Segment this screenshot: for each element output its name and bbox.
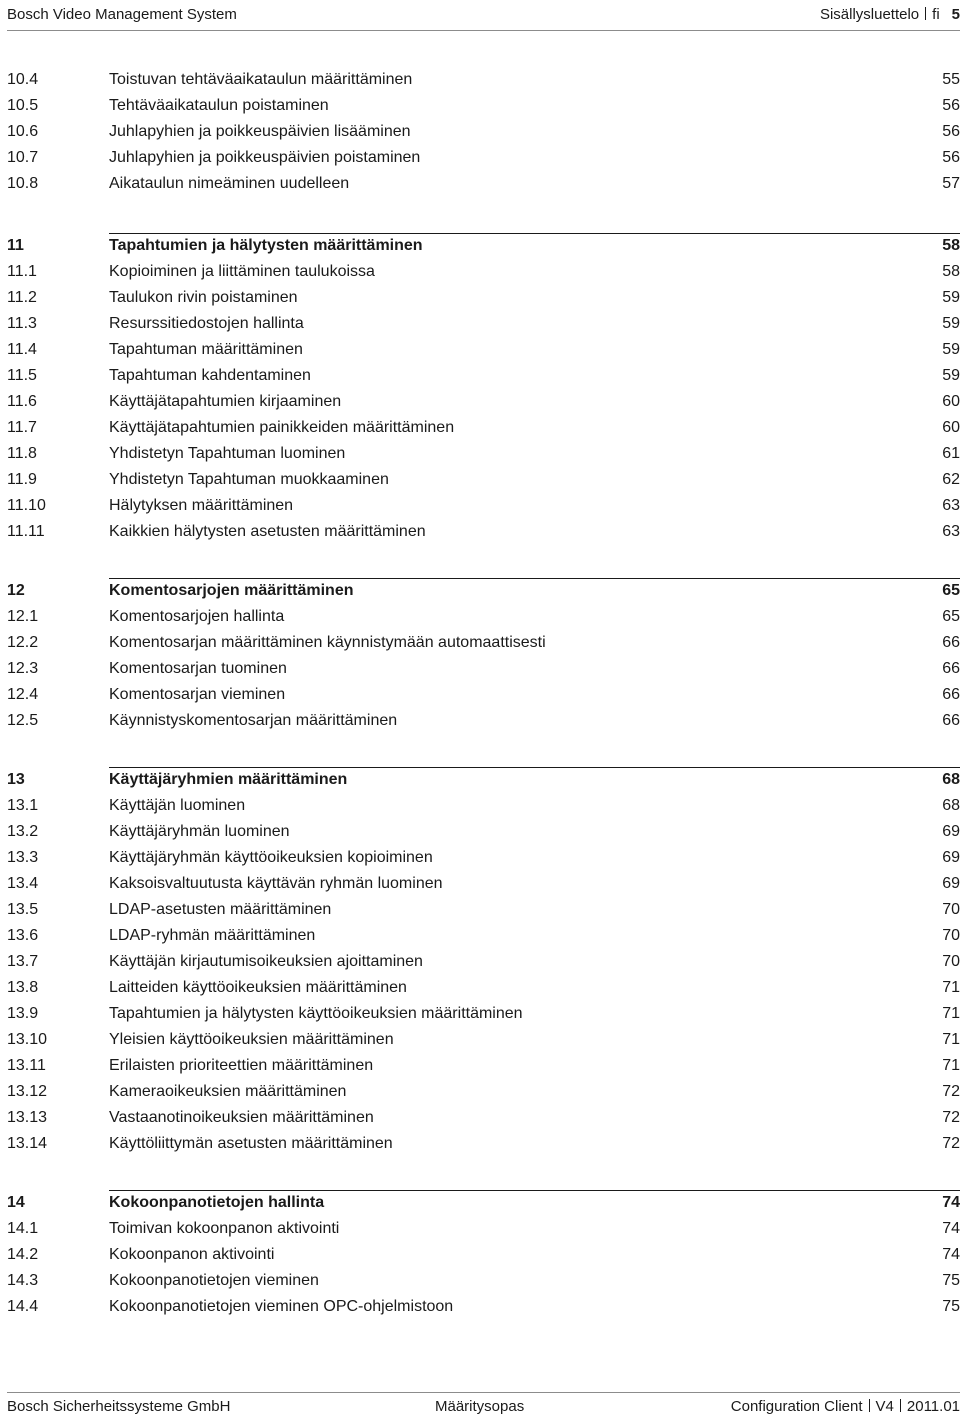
toc-entry-title: Laitteiden käyttöoikeuksien määrittäminen [109,979,407,996]
toc-entry[interactable] [7,1105,960,1131]
toc-entry-number: 11.4 [7,341,37,358]
toc-entry-number: 12.4 [7,686,39,703]
toc-entry-number: 11 [7,237,24,254]
toc-entry-title: Kokoonpanotietojen vieminen OPC-ohjelmistoon [109,1298,454,1315]
toc-entry-title: Yleisien käyttöoikeuksien määrittäminen [109,1031,394,1048]
toc-entry[interactable] [7,1268,960,1294]
toc-entry[interactable] [7,119,960,145]
toc-entry-number: 13.10 [7,1031,48,1048]
toc-entry[interactable] [7,93,960,119]
toc-entry-title: Erilaisten prioriteettien määrittäminen [109,1057,374,1074]
toc-entry[interactable] [7,949,960,975]
toc-entry-page: 75 [942,1272,960,1289]
toc-entry-number: 11.7 [7,419,37,436]
toc-entry-title: Tapahtumien ja hälytysten käyttöoikeuksien määrittäminen [109,1005,523,1022]
toc-entry-title: Yhdistetyn Tapahtuman luominen [109,445,346,462]
toc-entry-number: 14.1 [7,1220,39,1237]
toc-entry-title: Käyttäjän kirjautumisoikeuksien ajoittaminen [109,953,423,970]
toc-entry-title: Tehtäväaikataulun poistaminen [109,97,329,114]
toc-entry-page: 66 [942,634,960,651]
toc-entry-page: 69 [942,823,960,840]
toc-entry[interactable] [7,171,960,197]
toc-entry-page: 69 [942,849,960,866]
toc-section [7,67,960,197]
toc-entry[interactable] [7,708,960,734]
toc-entry-page: 59 [942,289,960,306]
toc-section [7,767,960,1157]
toc-entry-page: 68 [942,771,960,788]
toc-entry[interactable] [7,1216,960,1242]
toc-entry-number: 13.3 [7,849,39,866]
toc-entry[interactable] [7,363,960,389]
toc-entry-title: Taulukon rivin poistaminen [109,289,298,306]
toc-entry-title: Komentosarjan tuominen [109,660,287,677]
toc-entry-title: Kopioiminen ja liittäminen taulukoissa [109,263,375,280]
toc-chapter-heading[interactable] [7,233,960,259]
toc-entry-number: 14.4 [7,1298,39,1315]
toc-entry[interactable] [7,415,960,441]
toc-entry-page: 55 [942,71,960,88]
toc-entry-page: 65 [942,608,960,625]
toc-entry[interactable] [7,845,960,871]
toc-entry-title: Komentosarjan määrittäminen käynnistymään automaattisesti [109,634,546,651]
toc-entry-title: LDAP-ryhmän määrittäminen [109,927,316,944]
toc-entry-page: 71 [942,1057,960,1074]
toc-section [7,1190,960,1320]
toc-entry-title: Komentosarjojen määrittäminen [109,582,354,599]
toc-entry-title: Käyttäjäryhmien määrittäminen [109,771,348,788]
footer-separator [869,1399,870,1412]
toc-entry-title: Juhlapyhien ja poikkeuspäivien poistaminen [109,149,421,166]
toc-entry[interactable] [7,1131,960,1157]
toc-entry-title: Kokoonpanon aktivointi [109,1246,275,1263]
toc-entry-title: Komentosarjojen hallinta [109,608,285,625]
footer-version: V4 [875,1398,894,1415]
toc-entry-number: 10.7 [7,149,39,166]
toc-entry-number: 12.5 [7,712,39,729]
toc-chapter-heading[interactable] [7,578,960,604]
toc-entry-page: 62 [942,471,960,488]
toc-entry-number: 13.2 [7,823,39,840]
toc-entry-page: 56 [942,123,960,140]
toc-entry-title: Käyttäjätapahtumien painikkeiden määrittäminen [109,419,455,436]
toc-entry[interactable] [7,285,960,311]
toc-entry-page: 59 [942,367,960,384]
footer-separator [900,1399,901,1412]
toc-entry-page: 70 [942,901,960,918]
toc-entry-number: 11.8 [7,445,37,462]
toc-entry-number: 14.2 [7,1246,39,1263]
toc-entry-title: Aikataulun nimeäminen uudelleen [109,175,350,192]
toc-entry[interactable] [7,493,960,519]
toc-entry-page: 74 [942,1194,960,1211]
toc-entry[interactable] [7,682,960,708]
toc-entry-page: 66 [942,712,960,729]
toc-entry-page: 58 [942,263,960,280]
toc-entry-page: 61 [942,445,960,462]
toc-entry-page: 59 [942,341,960,358]
toc-entry-title: Toimivan kokoonpanon aktivointi [109,1220,340,1237]
toc-entry-number: 13.14 [7,1135,48,1152]
toc-entry-number: 11.9 [7,471,37,488]
footer-product-info [731,1398,960,1415]
footer-date: 2011.01 [906,1398,960,1415]
toc-entry[interactable] [7,1079,960,1105]
toc-entry-page: 72 [942,1135,960,1152]
header-product-title: Bosch Video Management System [7,6,237,23]
toc-entry[interactable] [7,819,960,845]
toc-entry-title: Juhlapyhien ja poikkeuspäivien lisääminen [109,123,411,140]
toc-entry-number: 11.11 [7,523,45,540]
header-section-name: Sisällysluettelo [819,6,920,23]
toc-entry-page: 63 [942,523,960,540]
toc-entry-page: 74 [942,1246,960,1263]
toc-entry-title: Tapahtuman määrittäminen [109,341,303,358]
toc-entry-title: Käyttäjäryhmän luominen [109,823,290,840]
toc-entry[interactable] [7,1001,960,1027]
toc-entry-number: 12.3 [7,660,39,677]
toc-entry[interactable] [7,1242,960,1268]
toc-entry-number: 11.10 [7,497,46,514]
toc-entry-page: 70 [942,953,960,970]
toc-entry-title: Käynnistyskomentosarjan määrittäminen [109,712,398,729]
toc-chapter-heading[interactable] [7,767,960,793]
toc-entry-page: 72 [942,1083,960,1100]
toc-entry-page: 71 [942,1031,960,1048]
toc-entry-number: 11.2 [7,289,37,306]
toc-entry-number: 11.1 [7,263,37,280]
toc-entry-page: 72 [942,1109,960,1126]
toc-entry-number: 14 [7,1194,25,1211]
toc-entry-title: Kaksoisvaltuutusta käyttävän ryhmän luominen [109,875,443,892]
toc-entry-number: 13.8 [7,979,39,996]
toc-entry-title: Kaikkien hälytysten asetusten määrittäminen [109,523,426,540]
toc-entry-title: Kameraoikeuksien määrittäminen [109,1083,347,1100]
toc-entry-page: 66 [942,686,960,703]
table-of-contents [7,67,960,1353]
toc-entry-title: Käyttäjän luominen [109,797,246,814]
toc-entry-page: 63 [942,497,960,514]
toc-entry-number: 10.4 [7,71,39,88]
toc-entry[interactable] [7,871,960,897]
footer-doc-type: Määritysopas [435,1398,525,1415]
toc-entry[interactable] [7,1294,960,1320]
toc-entry-page: 66 [942,660,960,677]
toc-entry-number: 12 [7,582,25,599]
toc-chapter-heading[interactable] [7,1190,960,1216]
toc-entry-page: 69 [942,875,960,892]
header-section-info [820,6,960,23]
toc-entry-page: 60 [942,393,960,410]
header-language: fi [932,6,940,23]
toc-entry-page: 58 [942,237,960,254]
toc-entry-title: Toistuvan tehtäväaikataulun määrittäminen [109,71,413,88]
toc-entry[interactable] [7,793,960,819]
toc-entry-page: 59 [942,315,960,332]
toc-entry-number: 12.1 [7,608,39,625]
toc-entry-page: 57 [942,175,960,192]
toc-entry-page: 71 [942,1005,960,1022]
toc-entry[interactable] [7,1027,960,1053]
toc-entry-number: 14.3 [7,1272,39,1289]
toc-entry-number: 10.6 [7,123,39,140]
toc-entry-title: Tapahtuman kahdentaminen [109,367,311,384]
toc-entry[interactable] [7,337,960,363]
toc-entry-title: LDAP-asetusten määrittäminen [109,901,332,918]
toc-entry[interactable] [7,519,960,545]
toc-entry[interactable] [7,389,960,415]
toc-entry-title: Komentosarjan vieminen [109,686,286,703]
toc-entry-title: Kokoonpanotietojen hallinta [109,1194,325,1211]
toc-entry-title: Käyttöliittymän asetusten määrittäminen [109,1135,393,1152]
toc-entry[interactable] [7,604,960,630]
toc-entry-page: 75 [942,1298,960,1315]
toc-entry-title: Käyttäjäryhmän käyttöoikeuksien kopioiminen [109,849,433,866]
toc-entry-page: 70 [942,927,960,944]
toc-entry[interactable] [7,67,960,93]
toc-entry-title: Kokoonpanotietojen vieminen [109,1272,319,1289]
toc-entry[interactable] [7,467,960,493]
toc-entry-number: 13.6 [7,927,39,944]
toc-entry-title: Hälytyksen määrittäminen [109,497,294,514]
toc-entry-number: 13.5 [7,901,39,918]
toc-entry-number: 13.7 [7,953,39,970]
toc-entry-number: 12.2 [7,634,39,651]
toc-entry[interactable] [7,1053,960,1079]
toc-entry[interactable] [7,975,960,1001]
header-separator [925,7,926,20]
toc-entry-number: 11.6 [7,393,37,410]
toc-entry-title: Yhdistetyn Tapahtuman muokkaaminen [109,471,389,488]
toc-entry-page: 60 [942,419,960,436]
toc-entry-title: Käyttäjätapahtumien kirjaaminen [109,393,342,410]
toc-entry-page: 65 [942,582,960,599]
toc-entry[interactable] [7,630,960,656]
toc-section [7,233,960,545]
footer-product: Configuration Client [730,1398,863,1415]
toc-entry-page: 68 [942,797,960,814]
toc-entry-number: 10.5 [7,97,39,114]
toc-entry[interactable] [7,441,960,467]
toc-entry-number: 13.11 [7,1057,46,1074]
toc-entry-title: Tapahtumien ja hälytysten määrittäminen [109,237,423,254]
toc-entry-number: 13.1 [7,797,39,814]
toc-entry[interactable] [7,311,960,337]
footer-company: Bosch Sicherheitssysteme GmbH [7,1398,231,1415]
toc-section [7,578,960,734]
toc-entry-page: 56 [942,149,960,166]
toc-entry[interactable] [7,145,960,171]
toc-entry[interactable] [7,897,960,923]
toc-entry-title: Vastaanotinoikeuksien määrittäminen [109,1109,374,1126]
toc-entry-number: 13.13 [7,1109,48,1126]
toc-entry[interactable] [7,656,960,682]
toc-entry[interactable] [7,259,960,285]
page-header [7,0,960,31]
toc-entry-number: 11.5 [7,367,37,384]
page-footer [7,1392,960,1419]
header-page-number: 5 [951,6,960,23]
toc-entry-page: 56 [942,97,960,114]
toc-entry-number: 13.4 [7,875,39,892]
toc-entry-number: 13.12 [7,1083,48,1100]
toc-entry[interactable] [7,923,960,949]
toc-entry-page: 71 [942,979,960,996]
toc-entry-number: 13.9 [7,1005,39,1022]
toc-entry-number: 13 [7,771,25,788]
toc-entry-number: 10.8 [7,175,39,192]
toc-entry-number: 11.3 [7,315,37,332]
toc-entry-page: 74 [942,1220,960,1237]
toc-entry-title: Resurssitiedostojen hallinta [109,315,304,332]
